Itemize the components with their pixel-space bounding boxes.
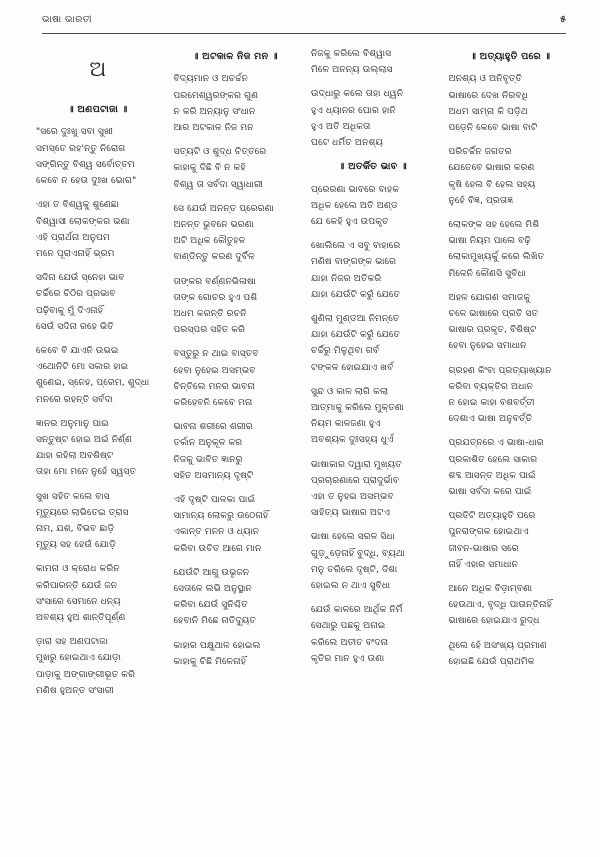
verse-line: ପଡ଼େନି କେବେ ଭାଷା ବାଟି — [448, 123, 538, 133]
poem-block — [311, 46, 435, 151]
verse-line: ବାଣ୍ଡିନ୍ତୁ କରଣ ଦୁର୍ବିଳ — [173, 252, 255, 263]
verse-line: ମିଳେନି କୌଣସି ସୁବିଧା — [448, 268, 526, 279]
stanza — [311, 529, 435, 594]
verse-line: ଭାଷା ନିୟମ ପାଲେ ବଢ଼ି — [448, 236, 531, 247]
running-header-title: ଭାଷା ଭାରତୀ — [42, 14, 92, 25]
verse-line: ସହିତ ଅସମାନ୍ୟ ଦୃଷ୍ଟି — [173, 470, 254, 481]
verse-line: ହୁଏ ଅତି ଅଧିକତା — [311, 121, 371, 132]
verse-line: ଅବଶ୍ୟ ହୁଅ ଶାନ୍ତିପୂର୍ଣ୍ଣ — [36, 612, 126, 623]
stanza — [36, 634, 160, 699]
verse-line: କୃତିର ମାନ ହୁଏ ଉଣା — [311, 653, 385, 664]
verse-line: ଏହା ତ ବିଶ୍ୱକୁ ଶୁଣେଛା — [36, 200, 119, 211]
verse-line: ଚିନ୍ତିଲେ ମନର ଭାବନା — [173, 381, 255, 392]
verse-line: ଶୁଣେଇ, ସ୍ନେହ, ପ୍ରେମ, ଶୁଦ୍ଧା — [36, 378, 150, 389]
verse-line: କାମନା ଓ କ୍ରୋଧ କରିନ — [36, 564, 120, 575]
verse-line: ଆତ୍ମାକୁ କରିଲେ ମୁକ୍ତଣା — [311, 403, 404, 414]
verse-line: ଚର୍ଚ୍ଚିରୁ ମିଳୁଥିବା ଗର୍ବ — [311, 346, 380, 357]
verse-line: ଜ୍ଞାନର ଅନୁମାନୁ ପାଇ — [36, 418, 109, 429]
verse-line: କରିପାରନ୍ତି ଯେଉଁ ଜନ — [36, 580, 118, 591]
verse-line: ପଢ଼ିବାକୁ ମୁଁ ଦିଏନାହିଁ — [36, 305, 104, 316]
stanza — [449, 217, 573, 282]
verse-line: ଯାହା ଯେଉଁଟି କରୁଁ ଯେତେ — [311, 289, 401, 300]
verse-line: ଗୁଡ଼ୁଡ଼େନାହିଁ ବୁଦ୍ଧି, ବ୍ୟଥା — [311, 548, 405, 559]
verse-line: ଭାଷାକାର ଦ୍ୱାରା ମୁଖ୍ୟତ — [311, 459, 402, 470]
verse-line: ତାଙ୍କର ବର୍ଣ୍ଣନଭିଳାଷା — [173, 276, 256, 287]
verse-line: ମୃତ୍ୟୁ ସହ ହେଉଁ ଯୋଡ଼ି — [36, 540, 116, 551]
verse-line: ମୃତ୍ୟୁରେ ଲାଭିତେଇ ତ୍ରାସ — [36, 507, 129, 518]
verse-line: ପ୍ରଯତ୍ନରେ ଏ ଭାଷା-ଧାର — [448, 438, 544, 449]
stanza — [36, 197, 160, 262]
verse-line: ହୋଇଛି ଯେଉଁ ପ୍ରାଥମିକ — [448, 656, 535, 667]
verse-line: ହୁଏ ଧ୍ୟାନର ଘୋର ହାନି — [311, 105, 396, 116]
verse-line: ନ କରି ଅନ୍ୟାନୁ ସଂଧାନ — [173, 106, 256, 117]
verse-line: ଖୋଲିଲେ ଏ ସବୁ ବାହାରେ — [311, 241, 401, 252]
verse-line: ମଣିଷ ବାଙ୍ଗଙ୍କ ଭାରେ — [311, 257, 397, 268]
verse-line: କାହାର ପକ୍ଷୁଥାଳ ହୋଇଲ — [173, 640, 261, 651]
stanza — [311, 46, 435, 78]
verse-line: ସେଥାରୁ ପଛକୁ ଅନାଇ — [311, 621, 386, 632]
verse-line: ବିଶ୍ୱାସୀ ଲୋକଙ୍କର ଭଣା — [36, 216, 130, 227]
verse-line: ମନରେ ରହନ୍ତି ସର୍ବଦା — [36, 394, 113, 405]
poem-title: ॥ ଅଣପଟାଜା ॥ — [68, 104, 128, 116]
verse-line: ଗ୍ରହଣ କିଂବା ପ୍ରତ୍ୟାଖ୍ୟାନ — [448, 365, 552, 376]
verse-line: ଡ଼ାରା ସହ ଅଣପଟାଜା — [36, 637, 108, 648]
verse-line: ଟଙ୍କଳ ହୋଇଯାଏ ଖର୍ବ — [311, 362, 394, 373]
verse-line: ପାଡ଼ାକୁ ଅଙ୍ଗାଙ୍ଗୀଭୂତ କରି — [36, 669, 136, 680]
verse-line: ଏହି ଦୃଷ୍ଟି ପାଳକା ପାଇଁ — [173, 495, 256, 506]
verse-line: ନିଜକୁ ଭାବିତ ଜ୍ଞାନରୁ — [173, 454, 243, 465]
verse-line: ସତ୍ୟଟି ଓ ଶୁଦ୍ଧ ଚିତ୍ତରେ — [173, 147, 267, 158]
verse-line: ବିଦ୍ୟମାନ ଓ ଅଚର୍ଚ୍ଚନ — [173, 74, 249, 85]
verse-line: ଯେଉଁ କାଳରେ ଆର୍ଥିକ ନିର୍ମି — [311, 605, 403, 616]
verse-line: ଏକାନ୍ତ ମନନ ଓ ଧ୍ୟାନ — [173, 527, 260, 538]
verse-line: ଚର୍ଚ୍ଚିରେ ଚିଠିର ପ୍ରଭାବ — [36, 289, 116, 300]
verse-line: କରିବା ଉଚିତ ଆଗେ ମାନ — [173, 543, 262, 554]
verse-line: ନାହିଁ ଏହାର ସମାଧାନ — [448, 559, 518, 570]
verse-line: ବିଶ୍ୱ ତା ସର୍ବଦା ସ୍ୱାଧାରୀ — [173, 179, 264, 190]
stanza — [36, 489, 160, 554]
verse-line: ଆନେ ଅଧିକ ବିଡ଼ାମ୍ବଣା — [448, 584, 533, 595]
stanza — [449, 144, 573, 209]
stanza — [311, 384, 435, 449]
verse-line: ବସ୍ତୁରୁ ନ ଥାଇ ବାସ୍ତବ — [173, 349, 259, 360]
verse-line: ହୋଇଲ ନ ଥାଏ ସୁବିଧା — [311, 581, 391, 592]
stanza — [174, 201, 298, 266]
verse-line: ହେବାନି ମିଛେ ନାତିଦ୍ୟୁତ — [173, 616, 256, 627]
verse-line: ତାହା ମୋ ମନେ ନୁହେଁ ସ୍ୱସ୍ତ — [36, 467, 137, 478]
stanza — [449, 363, 573, 428]
verse-line: ଚଳେ ଭାଷାରେ ପ୍ରତି ସତ — [448, 309, 539, 320]
verse-line: ଅହଳ ଯୋଗଣ ସମାଜକୁ — [448, 292, 531, 303]
stanza — [174, 419, 298, 484]
verse-line: ନୁହେଁ ବିଜ୍ଞ, ପ୍ରତାଜ୍ଞ — [448, 195, 514, 206]
verse-line: ଅନନ୍ତ ଭୁବନେ ଭରଣା — [173, 220, 254, 231]
stanza — [449, 290, 573, 355]
verse-line: ଯାହା ଯେଉଁଟି କରୁଁ ଯେତେ — [311, 330, 401, 341]
verse-line: ସାହିତ୍ୟ ଭାଷାର ଅଟଏ — [311, 508, 391, 519]
verse-line: ପରିଚର୍ଚ୍ଚିନ ଜଗତର — [448, 147, 512, 158]
stanza — [36, 270, 160, 335]
verse-line: ଆର ଅଟକାଳ ନିଜ ମନ — [173, 123, 254, 133]
poem-block — [311, 160, 435, 667]
verse-line: ଶବ୍ଦ ଆସନ୍ତ ଅଧିକ ପାଇଁ — [448, 470, 536, 481]
verse-line: "ସରେ ଦୁଃଖୁ ସବା ସୁଖୀ — [36, 127, 113, 138]
verse-line: ଭାବନା ଶରୀରେ ଶରୀର — [173, 422, 253, 433]
verse-line: ଅନଶ୍ୟ ଓ ଅନିବୃତ୍ତି — [448, 74, 523, 85]
stanza — [36, 343, 160, 408]
stanza — [36, 561, 160, 626]
verse-line: ପ୍ରକାଶିତ ହେଲେ ସାକାର — [448, 454, 538, 465]
verse-line: ପ୍ରେରଣା ଭାବରେ ବାହକ — [311, 184, 400, 195]
verse-line: ଯାହା ନିଜର ଅତିକରି — [311, 273, 382, 284]
verse-line: ନିୟମ କାଳଜଣା ହୁଏ — [311, 419, 381, 430]
stanza — [174, 71, 298, 136]
stanza — [174, 144, 298, 193]
verse-line: ପ୍ରଚାରଣାରେ ପ୍ରାଦୁର୍ଭାବ — [311, 475, 400, 486]
poem-title: ॥ ଅତର୍କିତ ଭାବ ॥ — [338, 161, 407, 173]
stanza — [449, 435, 573, 500]
verse-line: ତର୍କାନ ଅନୁକୂଳ କର — [173, 438, 243, 449]
verse-line: ହେଉଥାଏ, ବୃଦ୍ଧି ପାଉନ୍ତିନାହିଁ — [448, 600, 552, 611]
verse-line: ଜୀବନ-ଭାଷାର ସରେ — [448, 543, 519, 554]
poem-title: ॥ ଅତ୍ୟାହୁତି ପରେ ॥ — [470, 51, 551, 62]
verse-line: ମିଳେ ଅନନ୍ୟ ଉଲ୍ଲାସ — [311, 65, 393, 76]
verse-line: ନାମ, ଯଶ, ବିଭବ ଛାଡ଼ି — [36, 523, 115, 534]
running-header — [36, 14, 572, 40]
verse-line: ଅଧମ ସାମ୍ନା କି ପଡ଼ିଥ — [448, 106, 528, 117]
verse-line: ସନ୍ତୁଷ୍ଟ ହୋଇ ଅଇଁ ନିର୍ଣ୍ଣ — [36, 434, 133, 445]
stanza — [311, 238, 435, 303]
verse-line: ପୁନରାଙ୍ଗକ ହୋଇଥାଏ — [448, 527, 529, 538]
verse-line: ଏଥୋନିଟି ମୋ ସକାର ହାଇ — [36, 362, 129, 373]
verse-line: ଲୋକଙ୍କ ସହ ହେଲେ ମିଶି — [448, 220, 540, 231]
verse-line: ଏହି ପ୍ରାର୍ଥନା ଅନୁପମ — [36, 232, 110, 243]
verse-line: ସଦିନା ଯେଉଁ ସ୍ନେହା ଭାବ — [36, 273, 125, 284]
stanza — [36, 124, 160, 189]
text-column-1 — [36, 46, 160, 846]
verse-line: ସେତାଳେ ଲଭି ଅନୁସ୍ଥାନ — [173, 584, 252, 595]
verse-line: ନ ହୋଇ କାହା ବଶବର୍ତ୍ତୀ — [448, 398, 535, 409]
verse-line: ଦେଶାଏ ଭାଷା ଅନୁବର୍ତ୍ତି — [448, 414, 533, 425]
verse-line: ଭାଷାର ପ୍ରକୃତ, ବିଶିଷ୍ଟ — [448, 325, 537, 336]
text-column-3 — [311, 46, 435, 846]
stanza — [311, 86, 435, 151]
verse-line: ଅଧମ କରନ୍ତି ରଚନି — [173, 309, 247, 320]
poem-block — [36, 103, 160, 699]
verse-line: ଏହା ତ ନୁହଇ ଅସମ୍ଭବ — [311, 492, 394, 503]
verse-line: ପରମେଶ୍ୱରଙ୍କର ଗୁଣ — [173, 90, 259, 101]
verse-line: ସେ ଯେଉଁ ଅନନ୍ତ ପ୍ରେରଣା — [173, 203, 274, 214]
verse-line: ଥିଲେ ହେଁ ଅସଂଖ୍ୟ ପ୍ରମାଣ — [448, 640, 547, 651]
text-column-grid — [36, 46, 572, 846]
stanza — [174, 565, 298, 630]
verse-line: ଭାଷାରେ ଦେଖ ନିରବଧି — [448, 90, 528, 101]
verse-line: ଭାଷାରେ ହୋଇଯାଏ ରୁଦ୍ଧ — [448, 616, 540, 627]
verse-line: କେବେ ବି ଯାଏନି ଉଭଇ — [36, 345, 119, 356]
verse-line: ମଣିଷ ହୁଅନ୍ତ ସଂସାରୀ — [36, 685, 114, 696]
verse-line: ଯେଉଁଟି ଆଗୁ ଉଭୃଜନ — [173, 567, 250, 578]
stanza — [36, 416, 160, 481]
verse-line: ତାଙ୍କ ଗୋଚର ହୁଏ ପଶି — [173, 292, 258, 303]
verse-line: ଭାଷା ସର୍ବଦା କରେ ପାଇଁ — [448, 487, 532, 498]
header-rule — [42, 33, 566, 34]
verse-line: ନିଜକୁ କରିଲେ ବିଶ୍ୱାସ — [311, 49, 392, 59]
verse-line: ଘଟେ ଧର୍ମିତ ଅନଶ୍ୟ — [311, 138, 383, 149]
poem-block — [174, 50, 298, 670]
verse-line: ମୁଖରୁ ହୋଇଥାଏ ଯୋଡ଼ା — [36, 653, 121, 664]
stanza — [449, 508, 573, 573]
verse-line: ଶୁଣିଲା ମୁଣ୍ଡଆ ନିମନ୍ତେ — [311, 314, 400, 325]
stanza — [449, 638, 573, 670]
stanza — [174, 346, 298, 411]
verse-line: କରିବା ଯେଉଁ ସୁନିଶ୍ଚିତ — [173, 600, 248, 611]
verse-line: କୃଷି ହେଲ ବି ହେଲ ସହ୍ୟ — [448, 179, 536, 190]
verse-line: ଯେତେବେ ଭାଷାର କରଣ — [448, 163, 535, 174]
verse-line: କେବେ ନ ହେଉ ଦୁଃଖ ଭୋଗ" — [36, 176, 137, 187]
poem-block — [449, 50, 573, 670]
verse-line: କାହାକୁ ଚିଛି ମିଳେନାହିଁ — [173, 656, 247, 667]
verse-line: ଯେ କେହି ହୁଏ ଉପକୃତ — [311, 217, 389, 228]
verse-line: ଭାଷା ହେଲେ ସରଳ ସିଧା — [311, 532, 395, 543]
verse-line: ଅବଶ୍ୟକ ଦୁଃସହ୍ୟ ଧୁର୍ଏ — [311, 435, 394, 446]
verse-line: କାହାକୁ ଦିଛି ବି ନ କହି — [173, 163, 246, 174]
stanza — [311, 602, 435, 667]
verse-line: ଅଧିକ ହେଲେ ଅତି ଅଣ୍ଡ — [311, 200, 398, 211]
verse-line: ଅଟି ଅଧିକ କୌତୁହଳ — [173, 236, 246, 247]
verse-line: ଲୋକାମୁଖ୍ୟର୍କୁ କରେ ଲିଖିତ — [448, 252, 545, 263]
stanza — [311, 457, 435, 522]
verse-line: ସାମାନ୍ୟ ଲୋକରୁ ଉଠେନାହିଁ — [173, 511, 269, 522]
verse-line: ସମସ୍ତେ ରହ'ନ୍ତୁ ନିରୋଗ — [36, 143, 126, 154]
verse-line: କରିବା ବ୍ୟକ୍ତିର ଅଧାନ — [448, 381, 533, 392]
verse-line: ସୁନ୍ଦ ଓ କାଳ ଲାଗି କଲା — [311, 386, 389, 397]
verse-line: ପରସ୍ପର ସହିତ କରି — [173, 325, 246, 336]
verse-line: ଉଦ୍ଧାରୁ କଲେ ତାହା ଧ୍ୱନି — [311, 89, 404, 100]
stanza — [174, 274, 298, 339]
page-folio-number: ୫ — [560, 14, 566, 25]
stanza — [311, 311, 435, 376]
verse-line: ସଙ୍ଗିନ୍ତୁ ବିଶ୍ୱ ସର୍ବୋତ୍ତମ — [36, 159, 135, 170]
stanza — [174, 638, 298, 670]
verse-line: ହେବା ନୁହେଇ ଅସମ୍ଭବ — [173, 365, 256, 376]
verse-line: ପ୍ରତିଟି ଅତ୍ୟାହୁତି ପରେ — [448, 511, 536, 522]
text-column-2 — [174, 46, 298, 846]
stanza — [174, 492, 298, 557]
stanza — [449, 581, 573, 630]
text-column-4 — [449, 46, 573, 846]
verse-line: ହେବା ନୁହେଇ ସମାଧାନ — [448, 341, 527, 352]
poem-title: ॥ ଅଟକାଳ ନିଜ ମନ ॥ — [192, 51, 278, 62]
verse-line: କରିଲେ ଅତୀତ ବଂଦନା — [311, 637, 389, 648]
verse-line: ସେଉଁ ସଦିନା ରହେ ଭିତି — [36, 321, 114, 332]
verse-line: ସୁଖ ସହିତ କଲେ ବାସ — [36, 491, 110, 502]
verse-line: ସଂସାରେ ସେମାନେ ଧନ୍ୟ — [36, 596, 121, 607]
verse-line: ମନୁ ତରିଲେ ଦୃଷ୍ଟି, ଦିଶା — [311, 564, 398, 575]
section-letter-heading: ଅ — [89, 57, 107, 81]
verse-line: ଯାହା ରହିଲା ଅବଶିଷ୍ଟ — [36, 451, 114, 462]
stanza — [311, 182, 435, 231]
stanza — [449, 71, 573, 136]
verse-line: ମନେ ପୂରାଏନାହିଁ ଭ୍ରମ — [36, 248, 115, 259]
verse-line: କରିହେବନି କେବେ ମନା — [173, 398, 253, 409]
